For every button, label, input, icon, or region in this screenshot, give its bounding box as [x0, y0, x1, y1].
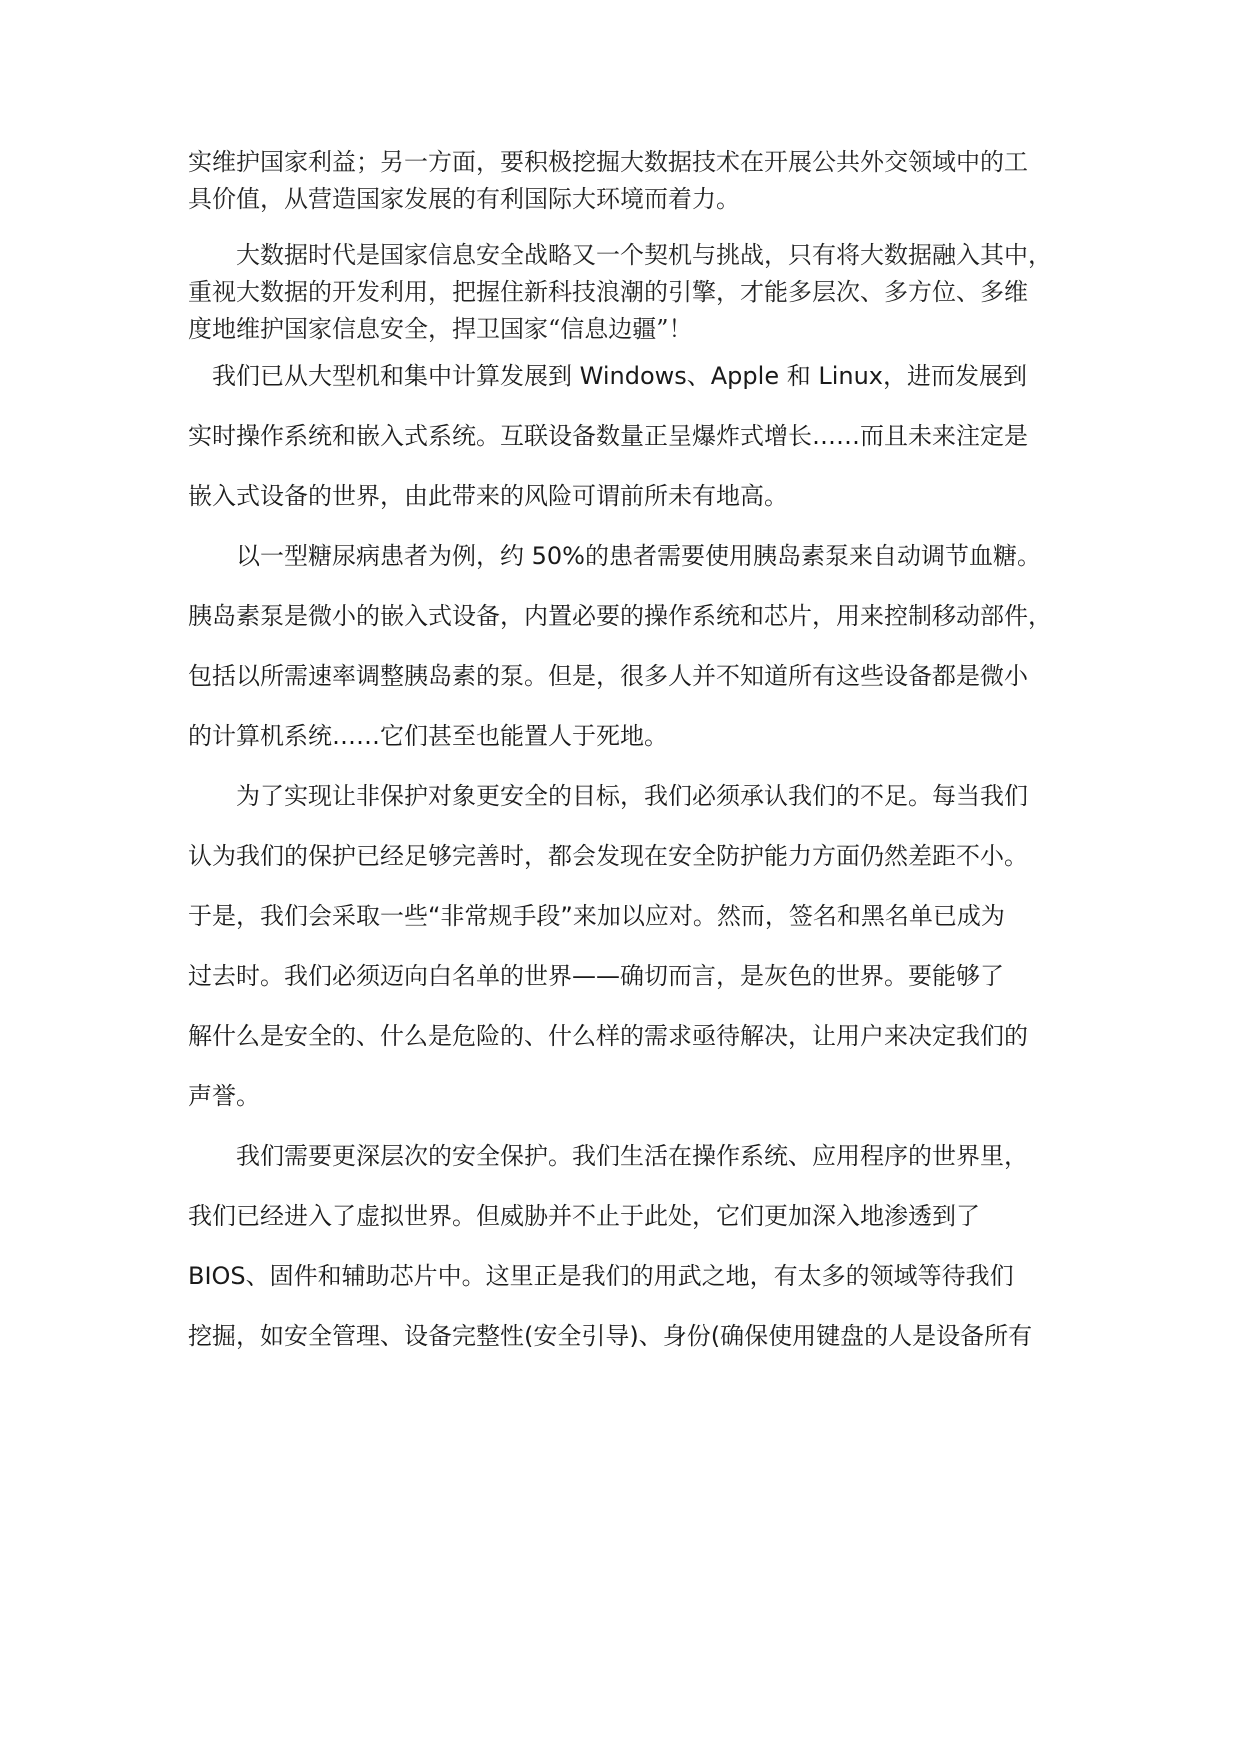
- text-line: 我们需要更深层次的安全保护。我们生活在操作系统、应用程序的世界里，: [236, 1142, 1028, 1170]
- text-line: 大数据时代是国家信息安全战略又一个契机与挑战，只有将大数据融入其中，: [236, 241, 1052, 269]
- text-line: 包括以所需速率调整胰岛素的泵。但是，很多人并不知道所有这些设备都是微小: [188, 662, 1028, 690]
- text-line: 重视大数据的开发利用，把握住新科技浪潮的引擎，才能多层次、多方位、多维: [188, 278, 1028, 306]
- text-line: 我们已从大型机和集中计算发展到 Windows、Apple 和 Linux，进而发展到: [212, 362, 1028, 390]
- text-line: 实维护国家利益；另一方面，要积极挖掘大数据技术在开展公共外交领域中的工: [188, 148, 1028, 176]
- text-line: 解什么是安全的、什么是危险的、什么样的需求亟待解决，让用户来决定我们的: [188, 1022, 1028, 1050]
- text-line: 的计算机系统……它们甚至也能置人于死地。: [188, 722, 668, 750]
- text-line: 嵌入式设备的世界，由此带来的风险可谓前所未有地高。: [188, 482, 788, 510]
- text-line: 以一型糖尿病患者为例，约 50%的患者需要使用胰岛素泵来自动调节血糖。: [236, 542, 1041, 570]
- text-line: BIOS、固件和辅助芯片中。这里正是我们的用武之地，有太多的领域等待我们: [188, 1262, 1014, 1290]
- text-line: 胰岛素泵是微小的嵌入式设备，内置必要的操作系统和芯片，用来控制移动部件，: [188, 602, 1052, 630]
- text-line: 于是，我们会采取一些“非常规手段”来加以应对。然而，签名和黑名单已成为: [188, 902, 1005, 930]
- text-line: 具价值，从营造国家发展的有利国际大环境而着力。: [188, 185, 740, 213]
- text-line: 为了实现让非保护对象更安全的目标，我们必须承认我们的不足。每当我们: [236, 782, 1028, 810]
- text-line: 挖掘，如安全管理、设备完整性(安全引导)、身份(确保使用键盘的人是设备所有: [188, 1322, 1033, 1350]
- text-line: 我们已经进入了虚拟世界。但威胁并不止于此处，它们更加深入地渗透到了: [188, 1202, 980, 1230]
- text-line: 认为我们的保护已经足够完善时，都会发现在安全防护能力方面仍然差距不小。: [188, 842, 1028, 870]
- text-line: 声誉。: [188, 1082, 260, 1110]
- text-line: 度地维护国家信息安全，捍卫国家“信息边疆”！: [188, 315, 693, 343]
- text-line: 过去时。我们必须迈向白名单的世界——确切而言，是灰色的世界。要能够了: [188, 962, 1004, 990]
- text-line: 实时操作系统和嵌入式系统。互联设备数量正呈爆炸式增长……而且未来注定是: [188, 422, 1028, 450]
